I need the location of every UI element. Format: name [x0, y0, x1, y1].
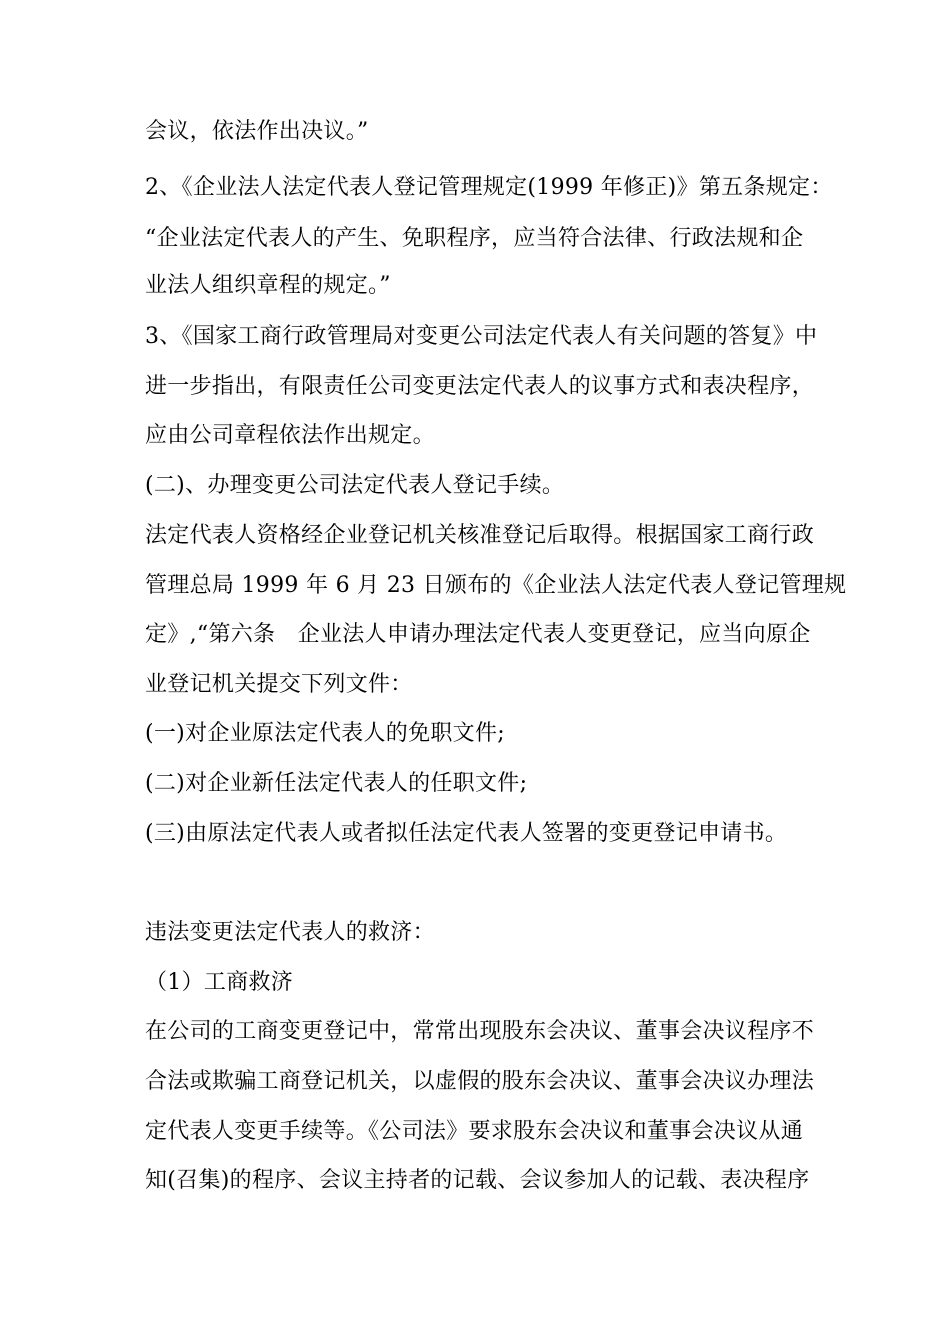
text-line: 3、《国家工商行政管理局对变更公司法定代表人有关问题的答复》中: [145, 324, 818, 349]
list-item: (三)由原法定代表人或者拟任法定代表人签署的变更登记申请书。: [145, 821, 788, 846]
text-line: 业法人组织章程的规定。”: [145, 273, 391, 298]
text-line: 法定代表人资格经企业登记机关核准登记后取得。根据国家工商行政: [145, 523, 815, 548]
subsection-heading: （1）工商救济: [145, 970, 294, 995]
text-line: 管理总局 1999 年 6 月 23 日颁布的《企业法人法定代表人登记管理规: [145, 573, 847, 598]
text-line: 会议，依法作出决议。”: [145, 119, 369, 144]
text-line: 进一步指出，有限责任公司变更法定代表人的议事方式和表决程序，: [145, 374, 815, 399]
section-heading: (二)、办理变更公司法定代表人登记手续。: [145, 473, 565, 498]
text-line: 定》,“第六条 企业法人申请办理法定代表人变更登记，应当向原企: [145, 622, 811, 647]
text-line: “企业法定代表人的产生、免职程序，应当符合法律、行政法规和企: [145, 226, 804, 251]
text-line: 2、《企业法人法定代表人登记管理规定(1999 年修正)》第五条规定：: [145, 175, 833, 200]
text-line: 在公司的工商变更登记中，常常出现股东会决议、董事会决议程序不: [145, 1019, 815, 1044]
text-line: 知(召集)的程序、会议主持者的记载、会议参加人的记载、表决程序: [145, 1168, 810, 1193]
list-item: (二)对企业新任法定代表人的任职文件;: [145, 771, 528, 796]
text-line: 应由公司章程依法作出规定。: [145, 423, 435, 448]
section-heading: 违法变更法定代表人的救济：: [145, 920, 435, 945]
text-line: 定代表人变更手续等。《公司法》要求股东会决议和董事会决议从通: [145, 1119, 804, 1144]
list-item: (一)对企业原法定代表人的免职文件;: [145, 721, 505, 746]
text-line: 合法或欺骗工商登记机关，以虚假的股东会决议、董事会决议办理法: [145, 1069, 815, 1094]
text-line: 业登记机关提交下列文件：: [145, 672, 413, 697]
